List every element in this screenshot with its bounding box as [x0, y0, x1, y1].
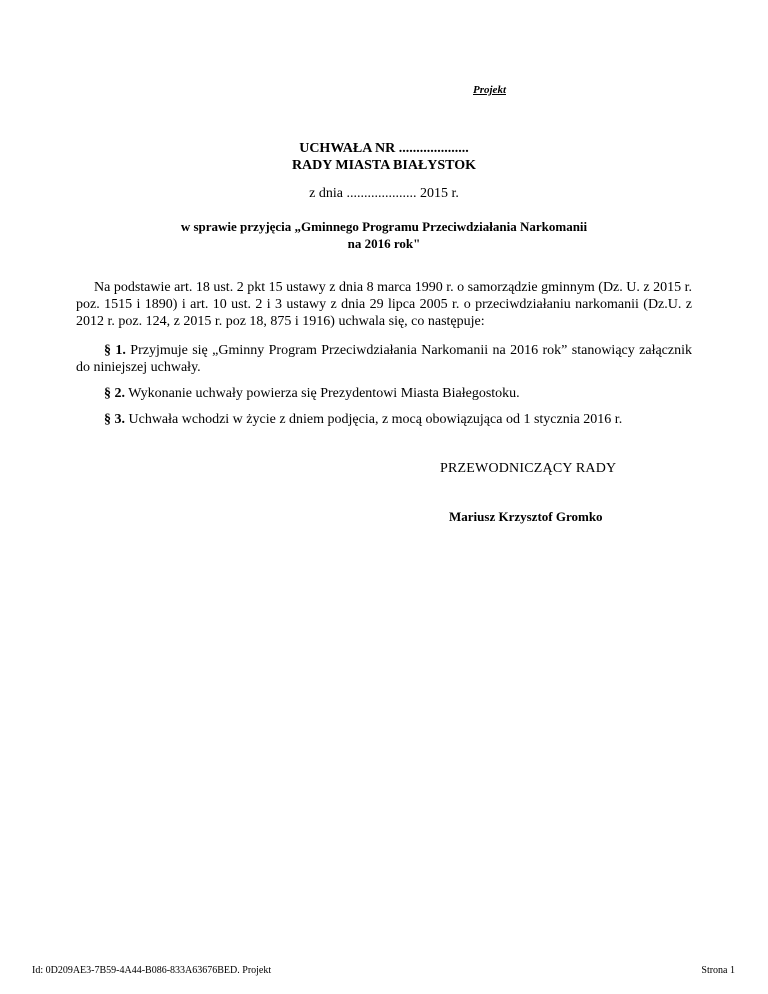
resolution-subject	[0, 218, 768, 252]
paragraph-mark: § 1.	[104, 343, 126, 358]
signature-title: PRZEWODNICZĄCY RADY	[440, 461, 617, 476]
paragraph-1	[76, 342, 692, 376]
council-name: RADY MIASTA BIAŁYSTOK	[291, 158, 477, 173]
resolution-date: z dnia .................... 2015 r.	[309, 186, 459, 201]
legal-basis-paragraph: Na podstawie art. 18 ust. 2 pkt 15 ustawy z dnia 8 marca 1990 r. o samorządzie gminnym (Dz. U. z 2015 r. poz. 1515 i 1890) i art. 10 ust. 2 i 3 ustawy z dnia 29 lipca 2005 r. o przeciwdziałaniu narkomanii (Dz.U. z 2012 r. poz. 124, z 2015 r. poz 18, 875 i 1916) uchwala się, co następuje:	[76, 280, 692, 329]
paragraph-text: Przyjmuje się „Gminny Program Przeciwdziałania Narkomanii na 2016 rok” stanowiący załącznik do niniejszej uchwały.	[76, 343, 692, 375]
signature-name: Mariusz Krzysztof Gromko	[449, 509, 603, 524]
paragraph-3	[76, 411, 692, 428]
document-id-footer: Id: 0D209AE3-7B59-4A44-B086-833A63676BED. Projekt	[32, 965, 272, 976]
resolution-body	[76, 279, 692, 437]
resolution-title	[0, 140, 768, 174]
resolution-number: UCHWAŁA NR ....................	[299, 141, 469, 156]
paragraph-mark: § 2.	[104, 386, 125, 401]
page-number-footer: Strona 1	[701, 965, 735, 976]
paragraph-mark: § 3.	[104, 412, 125, 427]
paragraph-text: Uchwała wchodzi w życie z dniem podjęcia, z mocą obowiązująca od 1 stycznia 2016 r.	[125, 412, 623, 427]
projekt-label: Projekt	[473, 84, 506, 96]
paragraph-2	[76, 385, 692, 402]
paragraph-text: Wykonanie uchwały powierza się Prezydentowi Miasta Białegostoku.	[125, 386, 520, 401]
subject-line-2: na 2016 rok"	[347, 236, 421, 251]
subject-line-1: w sprawie przyjęcia „Gminnego Programu Przeciwdziałania Narkomanii	[180, 219, 588, 234]
